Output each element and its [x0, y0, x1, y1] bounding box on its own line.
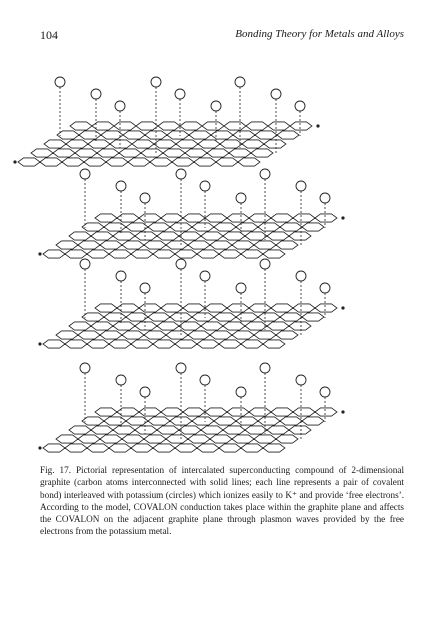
page-number: 104	[40, 28, 58, 42]
carbon-atom	[38, 252, 41, 255]
potassium-atom	[260, 259, 270, 269]
potassium-atom	[296, 271, 306, 281]
potassium-atom	[271, 89, 281, 99]
potassium-atom	[200, 271, 210, 281]
carbon-atom	[13, 160, 16, 163]
graphite-lattice	[43, 214, 337, 258]
potassium-atom	[200, 375, 210, 385]
graphite-layer-1	[13, 122, 319, 166]
potassium-atom	[116, 271, 126, 281]
potassium-atom	[115, 101, 125, 111]
potassium-atom	[296, 181, 306, 191]
potassium-atom	[116, 181, 126, 191]
carbon-atom	[38, 342, 41, 345]
potassium-atom	[295, 101, 305, 111]
graphite-lattice	[43, 408, 337, 452]
graphite-layer-3	[38, 304, 344, 348]
potassium-atom	[80, 169, 90, 179]
potassium-atom	[176, 259, 186, 269]
figure-caption: Fig. 17. Pictorial representation of intercalated superconducting compound of 2-dimensional graphite (carbon atoms interconnected with solid lines; each line represents a pair of covalent bond) interleaved with potassium (circles) which ionizes easily to K⁺ and provide ‘free electrons’. According to the model, COVALON conduction takes place within the graphite plane and affects the COVALON on the adjacent graphite plane through plasmon waves provided by the free electrons from the potassium metal.	[40, 465, 404, 537]
graphite-lattice	[43, 304, 337, 348]
potassium-atom	[140, 193, 150, 203]
potassium-row-1	[55, 77, 305, 154]
potassium-atom	[80, 259, 90, 269]
potassium-row-4	[80, 363, 330, 440]
carbon-atom	[341, 306, 344, 309]
potassium-atom	[140, 387, 150, 397]
potassium-atom	[140, 283, 150, 293]
potassium-atom	[296, 375, 306, 385]
potassium-atom	[236, 193, 246, 203]
carbon-atom	[38, 446, 41, 449]
carbon-atom	[341, 216, 344, 219]
potassium-atom	[175, 89, 185, 99]
potassium-atom	[211, 101, 221, 111]
potassium-atom	[235, 77, 245, 87]
potassium-atom	[236, 387, 246, 397]
potassium-atom	[200, 181, 210, 191]
potassium-atom	[151, 77, 161, 87]
running-head: Bonding Theory for Metals and Alloys	[235, 28, 404, 40]
graphite-lattice	[18, 122, 312, 166]
potassium-atom	[116, 375, 126, 385]
potassium-atom	[320, 283, 330, 293]
potassium-row-3	[80, 259, 330, 336]
carbon-atom	[316, 124, 319, 127]
graphite-layer-4	[38, 408, 344, 452]
potassium-atom	[91, 89, 101, 99]
potassium-atom	[236, 283, 246, 293]
graphite-layer-2	[38, 214, 344, 258]
potassium-atom	[260, 363, 270, 373]
potassium-atom	[320, 387, 330, 397]
potassium-atom	[55, 77, 65, 87]
carbon-atom	[341, 410, 344, 413]
potassium-atom	[260, 169, 270, 179]
potassium-row-2	[80, 169, 330, 246]
potassium-atom	[80, 363, 90, 373]
potassium-atom	[176, 363, 186, 373]
potassium-atom	[320, 193, 330, 203]
potassium-atom	[176, 169, 186, 179]
